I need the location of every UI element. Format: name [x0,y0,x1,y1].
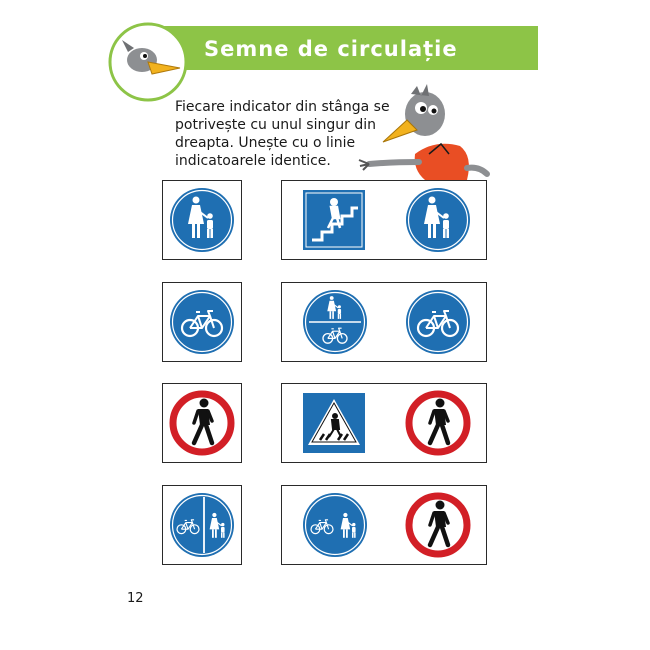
split-bike-pedestrian-sign-icon [169,492,235,558]
no-pedestrians-sign-icon [404,389,472,457]
mascot-bird-illustration [355,84,490,184]
instruction-line: dreapta. Unește cu o linie [175,135,356,151]
pedestrian-path-sign-icon [169,187,235,253]
bicycle-path-sign-icon [169,289,235,355]
pedestrian-crossing-sign-icon [302,392,366,454]
no-pedestrians-sign-icon [404,491,472,559]
shared-path-stacked-sign-icon [302,289,368,355]
bicycle-path-sign-icon [405,289,471,355]
pedestrian-path-sign-icon [405,187,471,253]
instruction-line: Fiecare indicator din stânga se [175,99,390,115]
instruction-line: indicatoarele identice. [175,153,331,169]
stairs-sign-icon [302,189,366,251]
no-pedestrians-sign-icon [168,389,236,457]
bird-head-icon [108,22,188,102]
page-title: Semne de circulație [204,37,458,61]
shared-path-side-by-side-sign-icon [302,492,368,558]
page-number: 12 [127,591,144,606]
instruction-line: potrivește cu unul singur din [175,117,376,133]
